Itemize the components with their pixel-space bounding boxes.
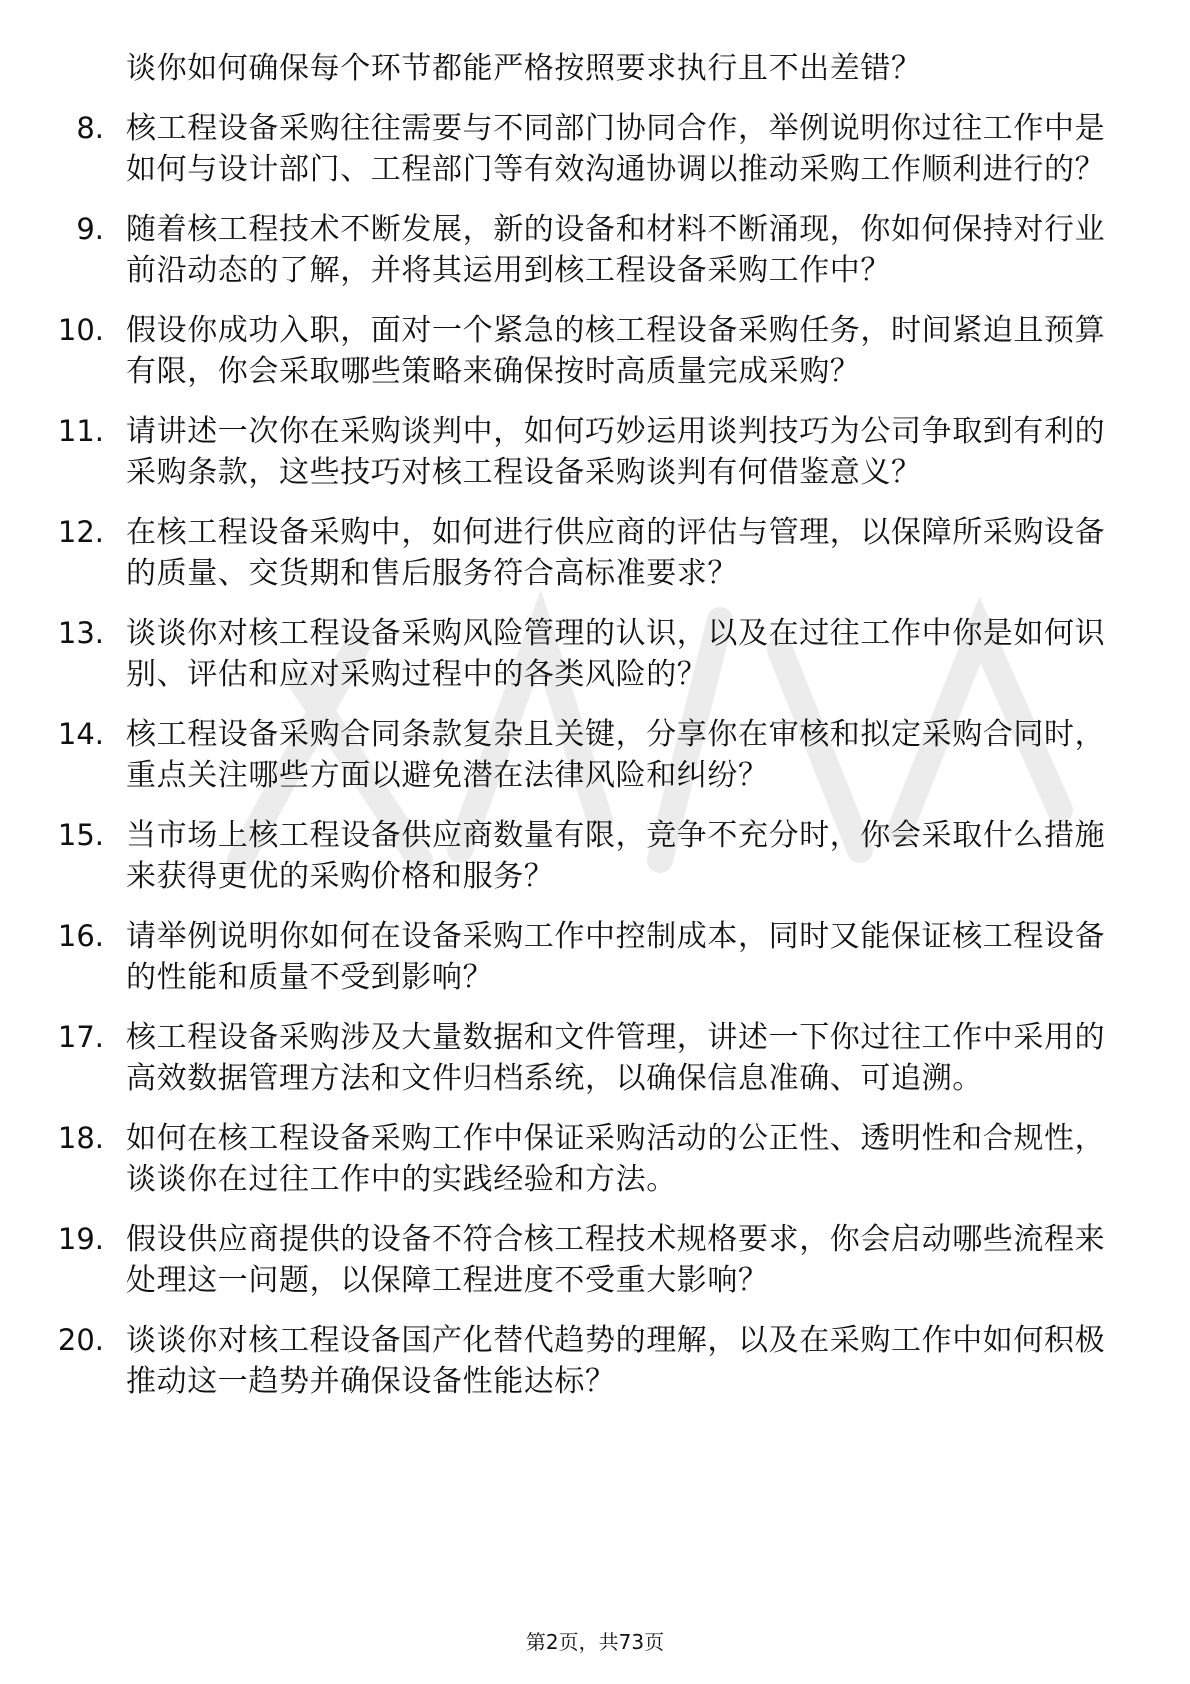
continuation-item (0, 48, 1190, 89)
question-item (0, 310, 1190, 392)
question-text: 随着核工程技术不断发展，新的设备和材料不断涌现，你如何保持对行业前沿动态的了解，并将其运用到核工程设备采购工作中？ (126, 212, 1106, 288)
continuation-text: 谈你如何确保每个环节都能严格按照要求执行且不出差错？ (126, 51, 922, 86)
questions-container (0, 108, 1190, 1402)
question-item (0, 1320, 1190, 1402)
question-text: 核工程设备采购往往需要与不同部门协同合作，举例说明你过往工作中是如何与设计部门、工程部门等有效沟通协调以推动采购工作顺利进行的？ (126, 111, 1106, 187)
question-text: 核工程设备采购合同条款复杂且关键，分享你在审核和拟定采购合同时，重点关注哪些方面以避免潜在法律风险和纠纷？ (126, 717, 1106, 793)
question-item (0, 714, 1190, 796)
question-number: 20. (57, 1323, 104, 1357)
question-number: 12. (57, 515, 104, 549)
question-item (0, 613, 1190, 695)
question-number: 15. (57, 818, 104, 852)
question-number: 17. (57, 1020, 104, 1054)
question-text: 假设供应商提供的设备不符合核工程技术规格要求，你会启动哪些流程来处理这一问题，以保障工程进度不受重大影响？ (126, 1222, 1106, 1298)
question-item (0, 1118, 1190, 1200)
question-text: 请举例说明你如何在设备采购工作中控制成本，同时又能保证核工程设备的性能和质量不受到影响？ (126, 919, 1106, 995)
question-number: 10. (57, 313, 104, 347)
question-number: 16. (57, 919, 104, 953)
question-item (0, 108, 1190, 190)
question-text: 核工程设备采购涉及大量数据和文件管理，讲述一下你过往工作中采用的高效数据管理方法和文件归档系统，以确保信息准确、可追溯。 (126, 1020, 1106, 1096)
question-text: 在核工程设备采购中，如何进行供应商的评估与管理，以保障所采购设备的质量、交货期和售后服务符合高标准要求？ (126, 515, 1106, 591)
question-item (0, 209, 1190, 291)
question-item (0, 815, 1190, 897)
question-number: 19. (57, 1222, 104, 1256)
page-footer: 第2页，共73页 (525, 1630, 665, 1654)
question-item (0, 512, 1190, 594)
question-number: 8. (76, 111, 104, 145)
question-text: 假设你成功入职，面对一个紧急的核工程设备采购任务，时间紧迫且预算有限，你会采取哪些策略来确保按时高质量完成采购？ (126, 313, 1106, 389)
question-item (0, 1219, 1190, 1301)
question-number: 14. (57, 717, 104, 751)
question-item (0, 1017, 1190, 1099)
question-text: 如何在核工程设备采购工作中保证采购活动的公正性、透明性和合规性，谈谈你在过往工作中的实践经验和方法。 (126, 1121, 1106, 1197)
question-item (0, 916, 1190, 998)
question-number: 9. (76, 212, 104, 246)
question-text: 当市场上核工程设备供应商数量有限，竞争不充分时，你会采取什么措施来获得更优的采购价格和服务？ (126, 818, 1106, 894)
question-text: 谈谈你对核工程设备国产化替代趋势的理解，以及在采购工作中如何积极推动这一趋势并确保设备性能达标？ (126, 1323, 1106, 1399)
question-item (0, 411, 1190, 493)
question-number: 18. (57, 1121, 104, 1155)
question-number: 13. (57, 616, 104, 650)
question-number: 11. (57, 414, 104, 448)
question-list (0, 48, 1190, 1402)
question-text: 谈谈你对核工程设备采购风险管理的认识，以及在过往工作中你是如何识别、评估和应对采购过程中的各类风险的？ (126, 616, 1106, 692)
question-text: 请讲述一次你在采购谈判中，如何巧妙运用谈判技巧为公司争取到有利的采购条款，这些技巧对核工程设备采购谈判有何借鉴意义？ (126, 414, 1106, 490)
